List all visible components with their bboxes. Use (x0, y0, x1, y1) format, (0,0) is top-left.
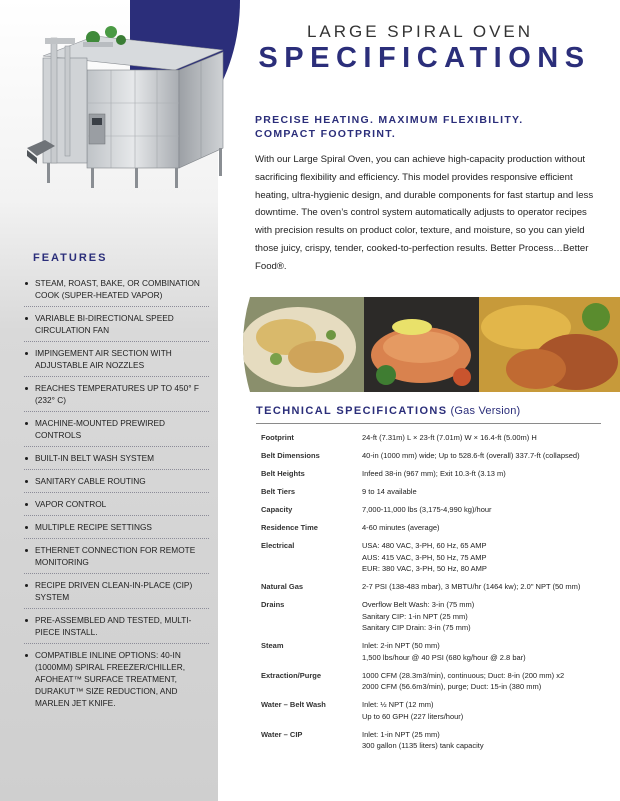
headline: PRECISE HEATING. MAXIMUM FLEXIBILITY. COMPACT FOOTPRINT. (255, 114, 524, 140)
spec-row (261, 486, 606, 498)
spec-label: Extraction/Purge (261, 670, 322, 680)
spec-row (261, 504, 606, 516)
spec-row (261, 468, 606, 480)
spec-value: 9 to 14 available (362, 487, 417, 496)
feature-item: IMPINGEMENT AIR SECTION WITH ADJUSTABLE AIR NOZZLES (24, 342, 209, 377)
spec-label: Belt Tiers (261, 487, 296, 496)
spec-row (261, 581, 606, 593)
spec-row (261, 599, 606, 634)
spec-label: Water – CIP (261, 729, 303, 739)
features-list (24, 272, 209, 714)
page-title: SPECIFICATIONS (258, 42, 591, 74)
features-title: FEATURES (33, 252, 108, 264)
spec-label: Natural Gas (261, 582, 304, 591)
spec-label: Belt Heights (261, 469, 305, 478)
spec-value: Inlet: ½ NPT (12 mm) Up to 60 GPH (227 liters/hour) (362, 700, 464, 721)
feature-item: MACHINE-MOUNTED PREWIRED CONTROLS (24, 412, 209, 447)
spec-label: Belt Dimensions (261, 451, 320, 460)
spec-row (261, 699, 606, 722)
spec-value: 24-ft (7.31m) L × 23-ft (7.01m) W × 16.4-ft (5.00m) H (362, 433, 537, 442)
spec-value: USA: 480 VAC, 3-PH, 60 Hz, 65 AMP AUS: 415 VAC, 3-PH, 50 Hz, 75 AMP EUR: 380 VAC, 3-PH, 50 Hz, 80 AMP (362, 541, 487, 573)
feature-item: STEAM, ROAST, BAKE, OR COMBINATION COOK (SUPER-HEATED VAPOR) (24, 272, 209, 307)
spec-value: Overflow Belt Wash: 3-in (75 mm) Sanitary CIP: 1-in NPT (25 mm) Sanitary CIP Drain: 3-in (75 mm) (362, 600, 475, 632)
feature-item: REACHES TEMPERATURES UP TO 450° F (232° C) (24, 377, 209, 412)
feature-item: VAPOR CONTROL (24, 493, 209, 516)
spec-label: Drains (261, 600, 285, 609)
spec-value: 1000 CFM (28.3m3/min), continuous; Duct: 8-in (200 mm) x2 2000 CFM (56.6m3/min), purge; Duct: 15-in (380 mm) (362, 670, 565, 691)
spec-value: 7,000-11,000 lbs (3,175-4,990 kg)/hour (362, 505, 492, 514)
tech-specs-title (256, 405, 520, 417)
spec-row (261, 640, 606, 663)
feature-item: SANITARY CABLE ROUTING (24, 470, 209, 493)
spec-label: Electrical (261, 541, 295, 550)
feature-item: COMPATIBLE INLINE OPTIONS: 40-IN (1000MM) SPIRAL FREEZER/CHILLER, AFOHEAT™ SURFACE TREATMENT, DURAKUT™ SIZE REDUCTION, AND MARLEN JET KNIFE. (24, 644, 209, 714)
spec-table (261, 432, 606, 758)
divider (256, 423, 601, 424)
feature-item: VARIABLE BI-DIRECTIONAL SPEED CIRCULATION FAN (24, 307, 209, 342)
spec-value: 4-60 minutes (average) (362, 523, 440, 532)
feature-item: PRE-ASSEMBLED AND TESTED, MULTI-PIECE INSTALL. (24, 609, 209, 644)
intro-paragraph: With our Large Spiral Oven, you can achieve high-capacity production without sacrificing flexibility and efficiency. This model provides responsive efficient heating, ultra-hygienic design, and durable components for fast startup and less downtime. The oven’s control system automatically adjusts to operator recipes with precision results on product color, texture, and moisture, so you can yield those juicy, crispy, tender, cooked-to-perfection results. Better Process…Better Food®. (255, 154, 594, 272)
spec-row (261, 432, 606, 444)
spec-label: Capacity (261, 505, 293, 514)
feature-item: RECIPE DRIVEN CLEAN-IN-PLACE (CIP) SYSTEM (24, 574, 209, 609)
feature-item: MULTIPLE RECIPE SETTINGS (24, 516, 209, 539)
feature-item: ETHERNET CONNECTION FOR REMOTE MONITORING (24, 539, 209, 574)
spec-row (261, 540, 606, 575)
spec-label: Footprint (261, 433, 294, 442)
feature-item: BUILT-IN BELT WASH SYSTEM (24, 447, 209, 470)
spec-row (261, 522, 606, 534)
tech-specs-heading: TECHNICAL SPECIFICATIONS (256, 405, 448, 417)
spec-label: Residence Time (261, 523, 318, 532)
spec-row (261, 450, 606, 462)
spec-label: Steam (261, 641, 284, 650)
spec-row (261, 729, 606, 752)
page-subtitle: LARGE SPIRAL OVEN (306, 22, 534, 41)
spec-value: 2-7 PSI (138-483 mbar), 3 MBTU/hr (1464 kw); 2.0" NPT (50 mm) (362, 582, 581, 591)
tech-specs-version: (Gas Version) (450, 405, 521, 417)
spec-label: Water – Belt Wash (261, 700, 326, 709)
spec-value: Infeed 38-in (967 mm); Exit 10.3-ft (3.13 m) (362, 469, 506, 478)
spec-value: 40-in (1000 mm) wide; Up to 528.6-ft (overall) 337.7-ft (collapsed) (362, 451, 580, 460)
spiral-oven-image (25, 18, 230, 193)
spec-row (261, 670, 606, 693)
spec-value: Inlet: 2-in NPT (50 mm) 1,500 lbs/hour @ 40 PSI (680 kg/hour @ 2.8 bar) (362, 641, 526, 662)
food-photo-strip (236, 297, 620, 392)
spec-value: Inlet: 1-in NPT (25 mm) 300 gallon (1135 liters) tank capacity (362, 729, 484, 750)
